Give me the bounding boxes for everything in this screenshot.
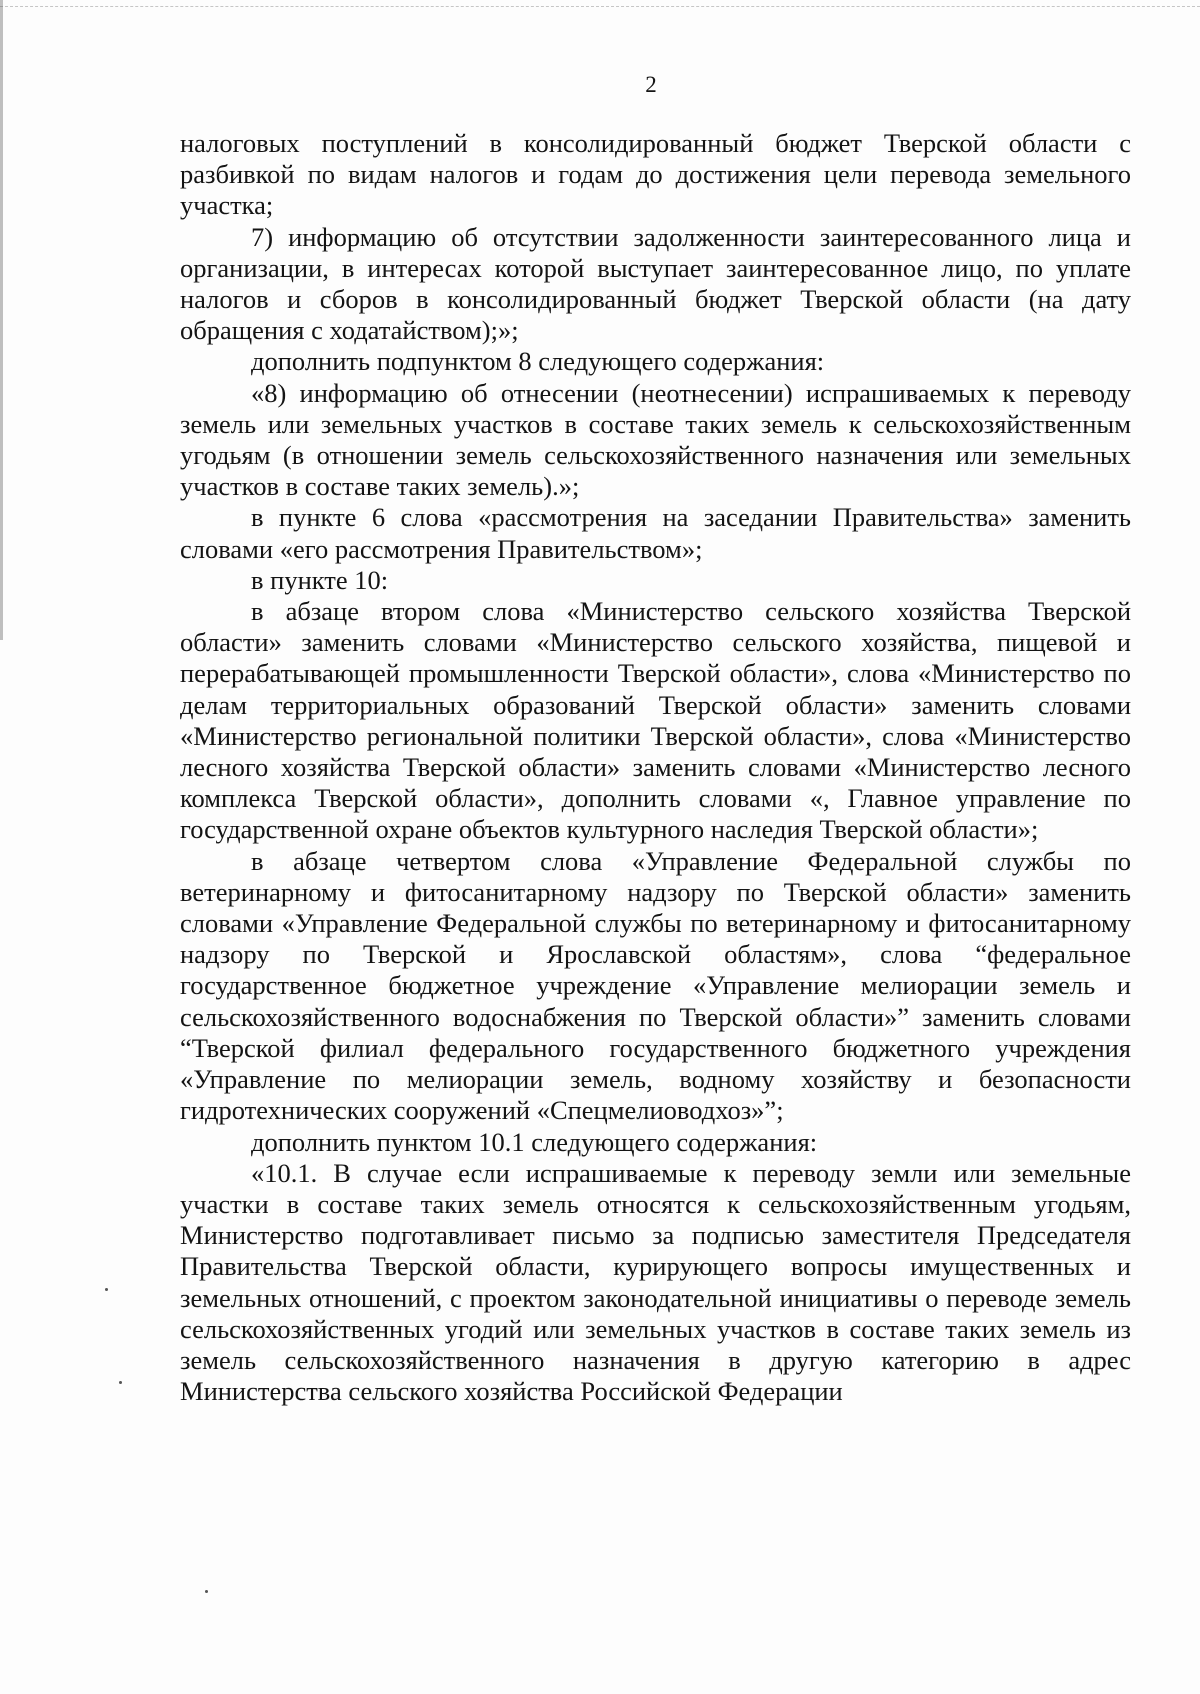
paragraph: в пункте 10: <box>251 564 389 595</box>
paragraph: налоговых поступлений в консолидированный бюджет Тверской области с разбивкой по видам налогов и годам до достижения цели перевода земельного участка; <box>180 128 1131 221</box>
scan-top-edge <box>0 0 1200 7</box>
document-body <box>180 128 1131 1407</box>
scan-speck <box>119 1381 122 1384</box>
scan-speck <box>205 1590 208 1593</box>
paragraph: в абзаце четвертом слова «Управление Федеральной службы по ветеринарному и фитосанитарному надзору по Тверской области» заменить словами «Управление Федеральной службы по ветеринарному и фитосанитарному надзору по Тверской и Ярославской областям», слова “федеральное государственное бюджетное учреждение «Управление мелиорации земель и сельскохозяйственного водоснабжения по Тверской области»” заменить словами “Тверской филиал федерального государственного бюджетного учреждения «Управление по мелиорации земель, водному хозяйству и безопасности гидротехнических сооружений «Спецмелиоводхоз»”; <box>180 845 1131 1126</box>
page-number: 2 <box>645 72 657 97</box>
paragraph: дополнить подпунктом 8 следующего содержания: <box>251 346 825 377</box>
paragraph: 7) информацию об отсутствии задолженности заинтересованного лица и организации, в интересах которой выступает заинтересованное лицо, по уплате налогов и сборов в консолидированный бюджет Тверской области (на дату обращения с ходатайством);»; <box>180 221 1131 346</box>
paragraph: в пункте 6 слова «рассмотрения на заседании Правительства» заменить словами «его рассмотрения Правительством»; <box>180 502 1131 564</box>
paragraph: дополнить пунктом 10.1 следующего содержания: <box>251 1126 818 1157</box>
paragraph: в абзаце втором слова «Министерство сельского хозяйства Тверской области» заменить словами «Министерство сельского хозяйства, пищевой и перерабатывающей промышленности Тверской области», слова «Министерство по делам территориальных образований Тверской области» заменить словами «Министерство региональной политики Тверской области», слова «Министерство лесного хозяйства Тверской области» заменить словами «Министерство лесного комплекса Тверской области», дополнить словами «, Главное управление по государственной охране объектов культурного наследия Тверской области»; <box>180 596 1131 845</box>
scan-speck <box>105 1288 108 1291</box>
paragraph: «10.1. В случае если испрашиваемые к переводу земли или земельные участки в составе таких земель относятся к сельскохозяйственным угодьям, Министерство подготавливает письмо за подписью заместителя Председателя Правительства Тверской области, курирующего вопросы имущественных и земельных отношений, с проектом законодательной инициативы о переводе земель сельскохозяйственных угодий или земельных участков в составе таких земель из земель сельскохозяйственного назначения в другую категорию в адрес Министерства сельского хозяйства Российской Федерации <box>180 1157 1131 1407</box>
paragraph: «8) информацию об отнесении (неотнесении) испрашиваемых к переводу земель или земельных участков в составе таких земель к сельскохозяйственным угодьям (в отношении земель сельскохозяйственного назначения или земельных участков в составе таких земель).»; <box>180 377 1131 502</box>
